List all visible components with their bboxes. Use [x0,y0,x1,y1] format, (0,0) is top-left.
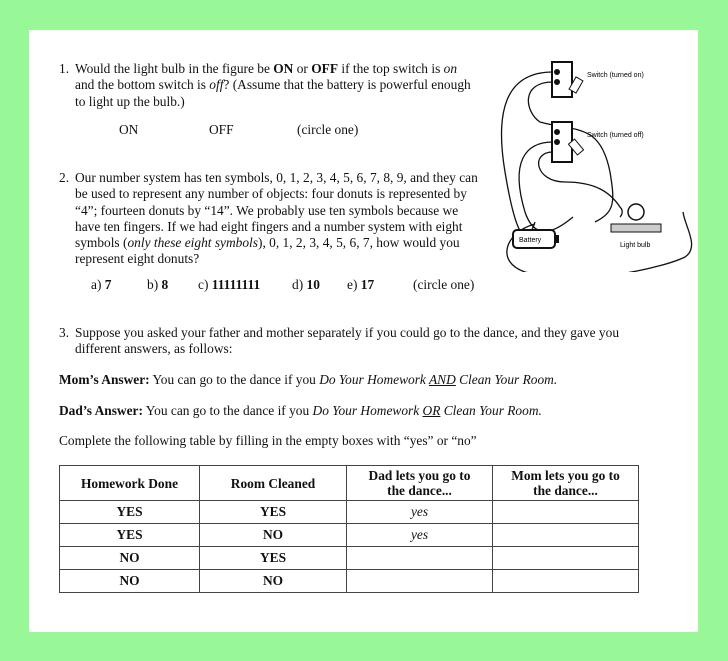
battery-label: Battery [519,237,542,244]
header-mom: Mom lets you go to the dance... [493,466,639,501]
dad-answer-cell[interactable]: yes [347,501,493,524]
dad-answer-cell[interactable] [347,570,493,593]
circle-one-note: (circle one) [297,122,359,137]
table-row [60,547,639,570]
circuit-figure [495,52,705,272]
header-room: Room Cleaned [200,466,347,501]
mom-answer-cell[interactable] [493,501,639,524]
table-row [60,501,639,524]
q3-number: 3. [59,325,70,340]
light-bulb-label: Light bulb [620,242,651,249]
q2-number: 2. [59,170,70,185]
light-bulb-icon [628,204,644,220]
mom-answer-cell[interactable] [493,547,639,570]
worksheet-page [29,30,698,632]
q2-text: Our number system has ten symbols, 0, 1, 2, 3, 4, 5, 6, 7, 8, 9, and they can be used to represent any number of objects: four donuts is represented by “4”; fourteen donuts by “14”. We probably use ten symbols because we have ten fingers. If we had eight fingers and a number system with eight symbols (only these eight symbols), 0, 1, 2, 3, 4, 5, 6, 7, how would you represent eight donuts? [75,170,478,267]
option-c[interactable]: c) 11111111 [198,277,261,292]
choice-off[interactable]: OFF [209,122,234,137]
cell: NO [200,524,347,547]
cell: NO [200,570,347,593]
cell: YES [200,501,347,524]
circle-one-note: (circle one) [413,277,475,292]
mom-answer-cell[interactable] [493,524,639,547]
cell: NO [60,547,200,570]
switch-on-label: Switch (turned on) [587,72,644,79]
table-row [60,570,639,593]
mom-answer: Mom’s Answer: You can go to the dance if you Do Your Homework AND Clean Your Room. [59,372,558,387]
q1-text: Would the light bulb in the figure be ON or OFF if the top switch is on and the bottom switch is off? (Assume that the battery is powerful enough to light up the bulb.) [75,61,471,109]
table-row [60,524,639,547]
switch-off-label: Switch (turned off) [587,132,644,139]
choice-on[interactable]: ON [119,122,139,137]
dad-answer: Dad’s Answer: You can go to the dance if you Do Your Homework OR Clean Your Room. [59,403,542,418]
q3-text: Suppose you asked your father and mother separately if you could go to the dance, and they gave you different answers, as follows: [75,325,620,357]
dad-answer-cell[interactable]: yes [347,524,493,547]
option-b[interactable]: b) 8 [147,277,169,292]
top-switch-icon [552,62,572,97]
option-e[interactable]: e) 17 [347,277,375,292]
dad-answer-cell[interactable] [347,547,493,570]
cell: YES [200,547,347,570]
cell: NO [60,570,200,593]
option-a[interactable]: a) 7 [91,277,112,292]
option-d[interactable]: d) 10 [292,277,320,292]
q1-number: 1. [59,61,70,76]
header-homework: Homework Done [60,466,200,501]
cell: YES [60,501,200,524]
bulb-base-icon [611,224,661,232]
header-dad: Dad lets you go to the dance... [347,466,493,501]
cell: YES [60,524,200,547]
mom-answer-cell[interactable] [493,570,639,593]
table-instruction: Complete the following table by filling in the empty boxes with “yes” or “no” [59,433,477,448]
table-header-row [60,466,639,501]
truth-table [59,465,639,593]
